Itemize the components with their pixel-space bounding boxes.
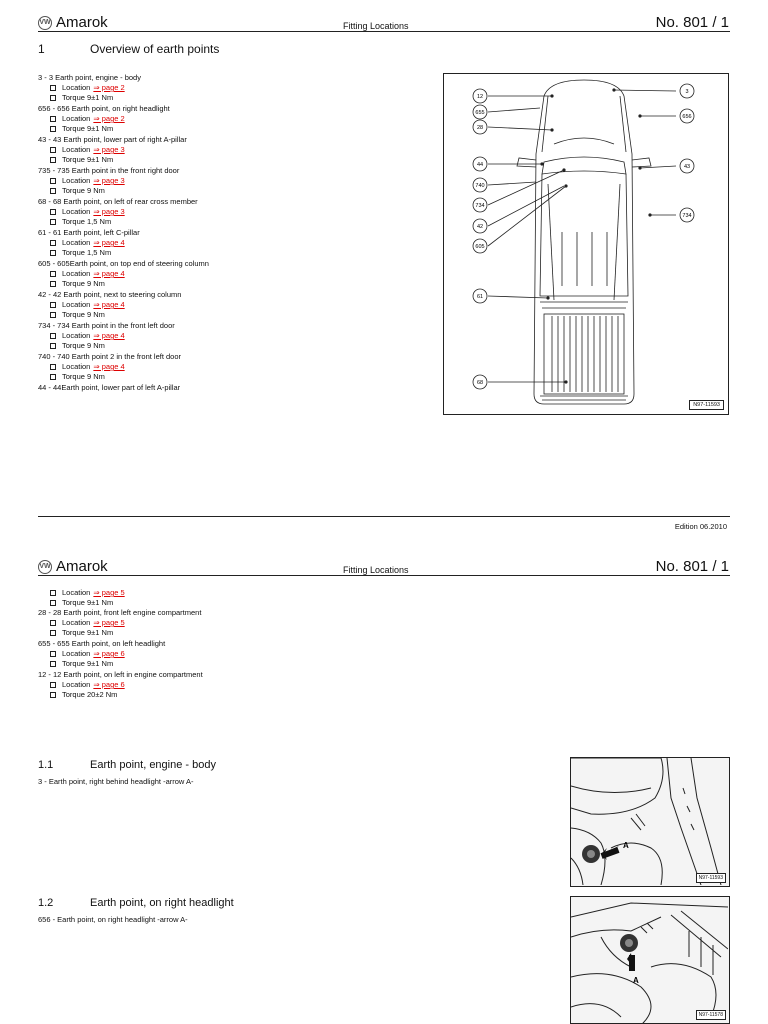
list-item xyxy=(38,197,418,227)
list-sub-item xyxy=(38,618,418,628)
sub-item-label: Location xyxy=(62,83,91,92)
list-item-title: 734 - 734 Earth point in the front left door xyxy=(38,321,175,330)
list-item xyxy=(38,383,418,393)
checkbox-icon xyxy=(50,682,56,688)
checkbox-icon xyxy=(50,630,56,636)
sub-item-label: Torque 9±1 Nm xyxy=(62,155,114,164)
callout-label: 28 xyxy=(476,125,484,131)
list-item-title: 12 - 12 Earth point, on left in engine compartment xyxy=(38,670,203,679)
sub-item-label: Location xyxy=(62,300,91,309)
list-item-title: 740 - 740 Earth point 2 in the front left door xyxy=(38,352,182,361)
sub-item-label: Location xyxy=(62,618,91,627)
list-item-title: 656 - 656 Earth point, on right headlight xyxy=(38,104,170,113)
header-center: Fitting Locations xyxy=(343,21,409,31)
page-reference-link[interactable]: ⇒ page 4 xyxy=(93,300,125,309)
checkbox-icon xyxy=(50,271,56,277)
arrow-a-label: A xyxy=(623,841,629,850)
sub-item-label: Location xyxy=(62,207,91,216)
section-1-1-title: Earth point, engine - body xyxy=(90,759,216,771)
checkbox-icon xyxy=(50,600,56,606)
page-reference-link[interactable]: ⇒ page 6 xyxy=(93,680,125,689)
checkbox-icon xyxy=(50,374,56,380)
sub-item-label: Location xyxy=(62,680,91,689)
list-item-title: 68 - 68 Earth point, on left of rear cross member xyxy=(38,197,198,206)
list-sub-item xyxy=(38,217,418,227)
list-item-title: 3 - 3 Earth point, engine - body xyxy=(38,73,141,82)
list-sub-item xyxy=(38,279,418,289)
checkbox-icon xyxy=(50,209,56,215)
checkbox-icon xyxy=(50,692,56,698)
page-reference-link[interactable]: ⇒ page 3 xyxy=(93,145,125,154)
checkbox-icon xyxy=(50,95,56,101)
sub-item-label: Torque 9±1 Nm xyxy=(62,659,114,668)
sub-item-label: Torque 9±1 Nm xyxy=(62,598,114,607)
page-reference-link[interactable]: ⇒ page 4 xyxy=(93,269,125,278)
list-sub-item xyxy=(38,362,418,372)
checkbox-icon xyxy=(50,620,56,626)
checkbox-icon xyxy=(50,312,56,318)
page-reference-link[interactable]: ⇒ page 4 xyxy=(93,362,125,371)
checkbox-icon xyxy=(50,178,56,184)
list-item xyxy=(38,290,418,320)
list-sub-item xyxy=(38,680,418,690)
list-sub-item xyxy=(38,341,418,351)
photo-engine-body-svg xyxy=(571,758,728,885)
photo-ref-2: N97-11578 xyxy=(696,1010,726,1020)
vw-logo-icon: VW xyxy=(38,16,52,30)
page-reference-link[interactable]: ⇒ page 3 xyxy=(93,207,125,216)
list-item xyxy=(38,321,418,351)
sub-item-label: Torque 9 Nm xyxy=(62,310,105,319)
list-item-title: 42 - 42 Earth point, next to steering column xyxy=(38,290,182,299)
vehicle-top-view-svg xyxy=(444,74,727,413)
sub-item-label: Location xyxy=(62,269,91,278)
list-sub-item xyxy=(38,300,418,310)
list-item xyxy=(38,135,418,165)
brand-text: Amarok xyxy=(56,14,108,31)
checkbox-icon xyxy=(50,302,56,308)
checkbox-icon xyxy=(50,661,56,667)
sub-item-label: Torque 9±1 Nm xyxy=(62,124,114,133)
callout-label: 42 xyxy=(476,224,484,230)
list-item-title: 605 - 605Earth point, on top end of steering column xyxy=(38,259,209,268)
callout-label: 3 xyxy=(685,89,689,95)
list-sub-item xyxy=(38,310,418,320)
checkbox-icon xyxy=(50,333,56,339)
sub-item-label: Torque 9 Nm xyxy=(62,279,105,288)
header-center-2: Fitting Locations xyxy=(343,565,409,575)
sub-item-label: Torque 20±2 Nm xyxy=(62,690,118,699)
list-item xyxy=(38,104,418,134)
earth-point-markers xyxy=(540,88,651,383)
page-reference-link[interactable]: ⇒ page 2 xyxy=(93,83,125,92)
sub-item-label: Torque 9±1 Nm xyxy=(62,628,114,637)
list-item xyxy=(38,670,418,700)
doc-number-2: No. 801 / 1 xyxy=(655,558,729,575)
section-1-2-number: 1.2 xyxy=(38,897,54,909)
diagram-ref: N97-11593 xyxy=(689,400,724,410)
callout-label: 605 xyxy=(475,244,485,250)
list-sub-item xyxy=(38,155,418,165)
list-item xyxy=(38,73,418,103)
section-1-1-text: 3 - Earth point, right behind headlight -arrow A- xyxy=(38,777,194,786)
sub-item-label: Location xyxy=(62,145,91,154)
checkbox-icon xyxy=(50,147,56,153)
list-item xyxy=(38,608,418,638)
checkbox-icon xyxy=(50,364,56,370)
list-sub-item xyxy=(38,372,418,382)
sub-item-label: Location xyxy=(62,588,91,597)
list-item xyxy=(38,639,418,669)
list-item xyxy=(38,228,418,258)
section-number: 1 xyxy=(38,42,45,56)
header-rule xyxy=(38,31,730,32)
list-item-title: 44 - 44Earth point, lower part of left A-pillar xyxy=(38,383,181,392)
edition-text: Edition 06.2010 xyxy=(674,522,727,531)
list-sub-item xyxy=(38,114,418,124)
sub-item-label: Location xyxy=(62,238,91,247)
list-item-title: 43 - 43 Earth point, lower part of right A-pillar xyxy=(38,135,187,144)
list-sub-item xyxy=(38,598,418,608)
page-reference-link[interactable]: ⇒ page 4 xyxy=(93,331,125,340)
list-sub-item xyxy=(38,145,418,155)
list-sub-item xyxy=(38,628,418,638)
brand-text: Amarok xyxy=(56,558,108,575)
list-sub-item xyxy=(38,659,418,669)
sub-item-label: Torque 9 Nm xyxy=(62,186,105,195)
list-item-title: 735 - 735 Earth point in the front right door xyxy=(38,166,180,175)
footer-rule xyxy=(38,516,730,517)
header-brand-2 xyxy=(38,558,108,575)
earth-point-list-2 xyxy=(38,588,418,701)
checkbox-icon xyxy=(50,126,56,132)
section-1-2-title: Earth point, on right headlight xyxy=(90,897,234,909)
list-sub-item xyxy=(38,331,418,341)
checkbox-icon xyxy=(50,281,56,287)
list-sub-item xyxy=(38,207,418,217)
callout-label: 656 xyxy=(682,114,692,120)
list-item xyxy=(38,259,418,289)
list-item xyxy=(38,352,418,382)
callout-label: 44 xyxy=(476,162,484,168)
list-sub-item xyxy=(38,690,418,700)
earth-point-list xyxy=(38,73,418,394)
callout-label: 740 xyxy=(475,183,485,189)
list-sub-item xyxy=(38,588,418,598)
sub-item-label: Location xyxy=(62,331,91,340)
checkbox-icon xyxy=(50,651,56,657)
checkbox-icon xyxy=(50,85,56,91)
photo-engine-body xyxy=(570,757,730,887)
callout-label: 61 xyxy=(476,294,484,300)
sub-item-label: Location xyxy=(62,114,91,123)
callout-label: 68 xyxy=(476,380,484,386)
page-reference-link[interactable]: ⇒ page 4 xyxy=(93,238,125,247)
sub-item-label: Location xyxy=(62,362,91,371)
checkbox-icon xyxy=(50,219,56,225)
sub-item-label: Torque 9±1 Nm xyxy=(62,93,114,102)
callout-label: 734 xyxy=(475,203,485,209)
list-item-title: 28 - 28 Earth point, front left engine compartment xyxy=(38,608,202,617)
checkbox-icon xyxy=(50,116,56,122)
photo-ref-1: N97-11593 xyxy=(696,873,726,883)
header-brand xyxy=(38,14,108,31)
callout-label: 655 xyxy=(475,110,485,116)
sub-item-label: Torque 1,5 Nm xyxy=(62,248,112,257)
page-reference-link[interactable]: ⇒ page 5 xyxy=(93,618,125,627)
list-item xyxy=(38,166,418,196)
callout-label: 12 xyxy=(476,94,484,100)
list-item-title: 655 - 655 Earth point, on left headlight xyxy=(38,639,166,648)
page-reference-link[interactable]: ⇒ page 6 xyxy=(93,649,125,658)
checkbox-icon xyxy=(50,250,56,256)
callout-label: 734 xyxy=(682,213,692,219)
list-sub-item xyxy=(38,124,418,134)
checkbox-icon xyxy=(50,240,56,246)
photo-right-headlight xyxy=(570,896,730,1024)
sub-item-label: Location xyxy=(62,176,91,185)
checkbox-icon xyxy=(50,590,56,596)
checkbox-icon xyxy=(50,188,56,194)
list-sub-item xyxy=(38,248,418,258)
list-item-title: 61 - 61 Earth point, left C-pillar xyxy=(38,228,140,237)
sub-item-label: Location xyxy=(62,649,91,658)
sub-item-label: Torque 1,5 Nm xyxy=(62,217,112,226)
page-reference-link[interactable]: ⇒ page 2 xyxy=(93,114,125,123)
sub-item-label: Torque 9 Nm xyxy=(62,372,105,381)
arrow-a-label: A xyxy=(633,976,639,985)
section-title: Overview of earth points xyxy=(90,42,220,56)
list-sub-item xyxy=(38,176,418,186)
callout-label: 43 xyxy=(683,164,691,170)
page-reference-link[interactable]: ⇒ page 3 xyxy=(93,176,125,185)
vehicle-diagram xyxy=(443,73,729,415)
section-1-1-number: 1.1 xyxy=(38,759,54,771)
list-sub-item xyxy=(38,186,418,196)
photo-right-headlight-svg xyxy=(571,897,728,1024)
list-sub-item xyxy=(38,83,418,93)
sub-item-label: Torque 9 Nm xyxy=(62,341,105,350)
checkbox-icon xyxy=(50,343,56,349)
section-1-2-text: 656 - Earth point, on right headlight -arrow A- xyxy=(38,915,188,924)
list-sub-item xyxy=(38,649,418,659)
header-rule-2 xyxy=(38,575,730,576)
list-sub-item xyxy=(38,93,418,103)
vw-logo-icon: VW xyxy=(38,560,52,574)
page-reference-link[interactable]: ⇒ page 5 xyxy=(93,588,125,597)
list-sub-item xyxy=(38,238,418,248)
list-sub-item xyxy=(38,269,418,279)
checkbox-icon xyxy=(50,157,56,163)
doc-number: No. 801 / 1 xyxy=(655,14,729,31)
